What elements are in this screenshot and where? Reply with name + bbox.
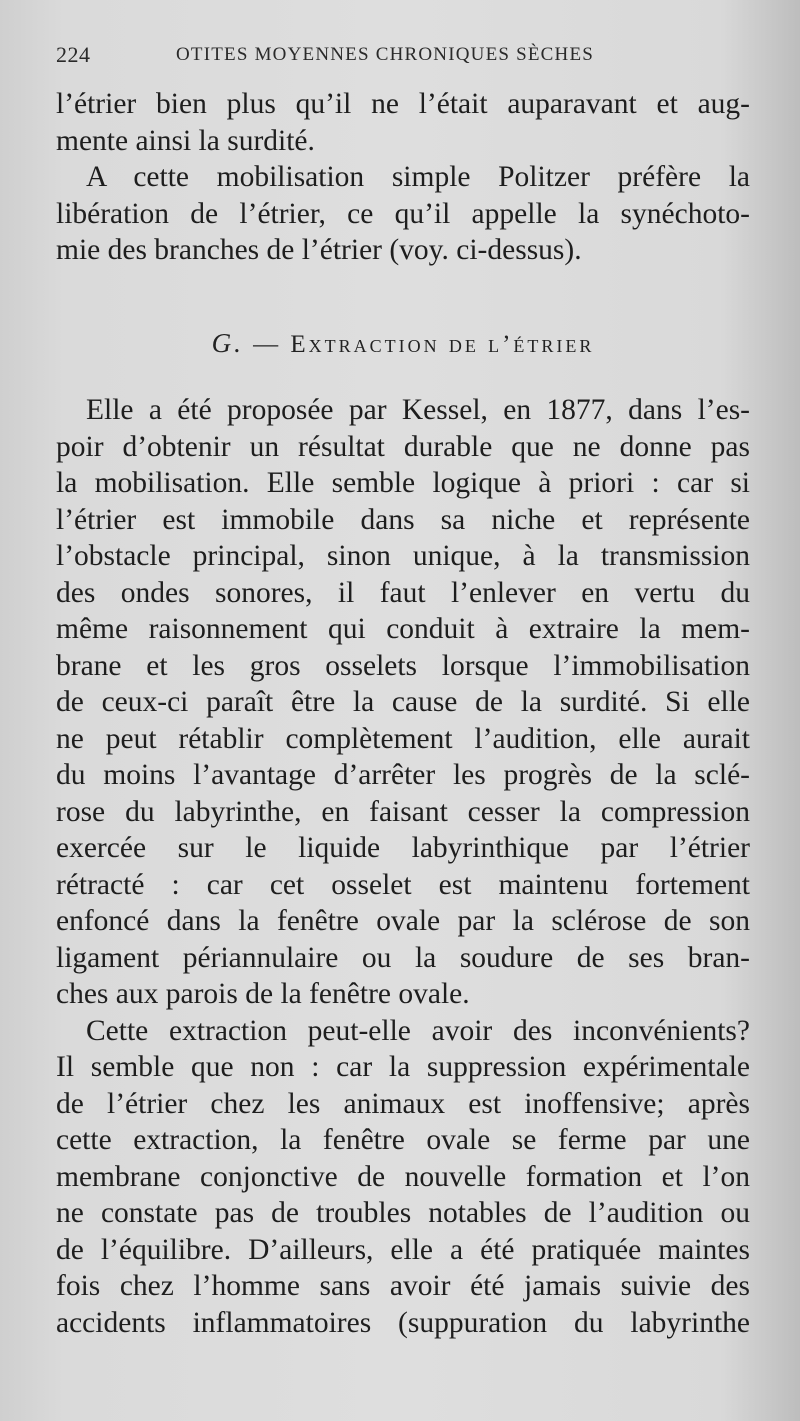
- text-line: de l’équilibre. D’ailleurs, elle a été pratiquée maintes: [56, 1233, 750, 1266]
- text-line: de l’étrier chez les animaux est inoffensive; après: [56, 1087, 750, 1120]
- text-line: Elle a été proposée par Kessel, en 1877, dans l’es-: [86, 394, 750, 426]
- text-line: rétracté : car cet osselet est maintenu fortement: [56, 868, 750, 901]
- text-line: du moins l’avantage d’arrêter les progrès de la sclé-: [56, 759, 750, 791]
- text-line: l’obstacle principal, sinon unique, à la transmission: [56, 540, 750, 572]
- body-paragraphs: [56, 392, 750, 1341]
- text-line: Cette extraction peut-elle avoir des inconvénients?: [86, 1014, 750, 1047]
- running-title: OTITES MOYENNES CHRONIQUES SÈCHES: [176, 44, 595, 65]
- text-line: brane et les gros osselets lorsque l’immobilisation: [56, 649, 750, 682]
- section-heading: [56, 328, 750, 359]
- intro-paragraphs: [56, 86, 750, 269]
- section-letter: G.: [211, 328, 244, 358]
- text-line: cette extraction, la fenêtre ovale se ferme par une: [56, 1124, 750, 1156]
- text-line: fois chez l’homme sans avoir été jamais suivie des: [56, 1270, 750, 1302]
- section-title: Extraction de l’étrier: [290, 331, 595, 358]
- text-line: membrane conjonctive de nouvelle formation et l’on: [56, 1160, 750, 1193]
- page-number: 224: [56, 42, 91, 67]
- section-dash: —: [253, 331, 282, 358]
- text-line: ne constate pas de troubles notables de l’audition ou: [56, 1197, 750, 1229]
- text-line: exercée sur le liquide labyrinthique par l’étrier: [56, 832, 750, 864]
- text-line: de ceux-ci paraît être la cause de la surdité. Si elle: [56, 686, 750, 718]
- text-line: ligament périannulaire ou la soudure de ses bran-: [56, 941, 750, 974]
- text-line: rose du labyrinthe, en faisant cesser la compression: [56, 795, 750, 828]
- text-line: accidents inflammatoires (suppuration du labyrinthe: [56, 1306, 750, 1339]
- text-line: ne peut rétablir complètement l’audition, elle aurait: [56, 722, 750, 755]
- text-line: Il semble que non : car la suppression expérimentale: [56, 1051, 750, 1083]
- text-line: la mobilisation. Elle semble logique à priori : car si: [56, 467, 750, 499]
- page-header: [56, 38, 736, 78]
- text-line: des ondes sonores, il faut l’enlever en vertu du: [56, 576, 750, 609]
- text-line: libération de l’étrier, ce qu’il appelle la synéchoto-: [56, 197, 750, 230]
- text-line: mente ainsi la surdité.: [56, 124, 315, 157]
- text-line: enfoncé dans la fenêtre ovale par la sclérose de son: [56, 905, 750, 937]
- text-line: l’étrier bien plus qu’il ne l’était auparavant et aug-: [56, 88, 750, 120]
- text-line: mie des branches de l’étrier (voy. ci-dessus).: [56, 234, 582, 266]
- text-line: ches aux parois de la fenêtre ovale.: [56, 978, 470, 1010]
- text-line: A cette mobilisation simple Politzer préfère la: [86, 161, 750, 193]
- text-line: même raisonnement qui conduit à extraire la mem-: [56, 613, 750, 645]
- text-line: poir d’obtenir un résultat durable que ne donne pas: [56, 430, 750, 463]
- text-line: l’étrier est immobile dans sa niche et représente: [56, 503, 750, 536]
